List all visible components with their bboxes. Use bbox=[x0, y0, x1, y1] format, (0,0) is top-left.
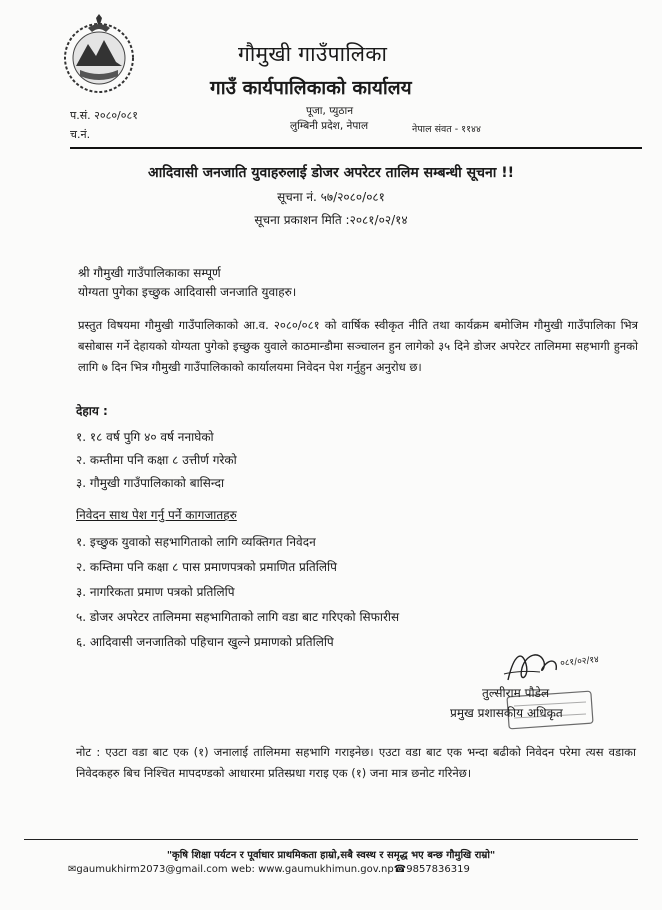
reference-number: प.सं. २०८०/०८१ bbox=[70, 109, 138, 122]
list-item: २. कम्तीमा पनि कक्षा ८ उत्तीर्ण गरेको bbox=[76, 453, 237, 467]
list-item: ३. नागरिकता प्रमाण पत्रको प्रतिलिपि bbox=[76, 585, 235, 599]
notice-number: सूचना नं. ५७/२०८०/०८१ bbox=[277, 190, 385, 204]
list-item: ६. आदिवासी जनजातिको पहिचान खुल्ने प्रमाणको प्रतिलिपि bbox=[76, 635, 334, 649]
signature-date: ०८१/०२/१४ bbox=[559, 654, 600, 669]
documents-list bbox=[76, 530, 399, 655]
office-subtitle: गाउँ कार्यपालिकाको कार्यालय bbox=[210, 77, 412, 99]
list-item: २. कम्तिमा पनि कक्षा ८ पास प्रमाणपत्रको प्रमाणित प्रतिलिपि bbox=[76, 560, 337, 574]
nepal-emblem-icon bbox=[58, 14, 140, 96]
signatory-title: प्रमुख प्रशासकीय अधिकृत bbox=[450, 706, 563, 720]
list-item: १. १८ वर्ष पुगि ४० वर्ष ननाघेको bbox=[76, 430, 214, 444]
phone-icon: ☎ bbox=[393, 864, 407, 875]
address-line-1: पूजा, प्युठान bbox=[306, 105, 354, 117]
salutation bbox=[78, 264, 296, 302]
notice-subject: आदिवासी जनजाति युवाहरुलाई डोजर अपरेटर तालिम सम्बन्धी सूचना !! bbox=[147, 165, 515, 181]
eligibility-list bbox=[76, 426, 237, 495]
list-item: १. इच्छुक युवाको सहभागिताको लागि व्यक्तिगत निवेदन bbox=[76, 535, 316, 549]
footer-divider bbox=[24, 839, 638, 840]
list-item: ५. डोजर अपरेटर तालिममा सहभागिताको लागि वडा बाट गरिएको सिफारीस bbox=[76, 610, 400, 624]
footer-web-label: web: bbox=[230, 864, 255, 875]
body-paragraph: प्रस्तुत विषयमा गौमुखी गाउँपालिकाको आ.व. २०८०/०८१ को वार्षिक स्वीकृत नीति तथा कार्यक्रम बमोजिम गौमुखी गाउँपालिका भित्र बसोबास गर्ने देहायको योग्यता पुगेको इच्छुक युवाले काठमान्डौमा सञ्चालन हुन लागेको ३५ दिने डोजर अपरेटर तालिममा सहभागी हुनको लागि ७ दिन भित्र गौमुखी गाउँपालिकाको कार्यालयमा निवेदन पेश गर्नुहुन अनुरोध छ। bbox=[78, 318, 638, 374]
eligibility-title: देहाय : bbox=[76, 404, 108, 418]
salutation-line-1: श्री गौमुखी गाउँपालिकाका सम्पूर्ण bbox=[78, 266, 221, 280]
office-name: गौमुखी गाउँपालिका bbox=[238, 42, 388, 66]
note-paragraph: नोट : एउटा वडा बाट एक (१) जनालाई तालिममा सहभागि गराइनेछ। एउटा वडा बाट एक भन्दा बढीको निवेदन परेमा त्यस वडाका निवेदकहरु बिच निश्चित मापदण्डको आधारमा प्रतिस्प्रधा गराइ एक (१) जना मात्र छनोट गरिनेछ। bbox=[76, 745, 636, 780]
list-item: ३. गौमुखी गाउँपालिकाको बासिन्दा bbox=[76, 476, 225, 490]
salutation-line-2: योग्यता पुगेका इच्छुक आदिवासी जनजाति युवाहरु। bbox=[78, 285, 297, 299]
mail-icon: ✉ bbox=[68, 864, 77, 875]
signatory-name: तुल्सीराम पौडेल bbox=[482, 686, 550, 700]
nepal-samvat: नेपाल संवत - ११४४ bbox=[412, 124, 481, 135]
address-line-2: लुम्बिनी प्रदेश, नेपाल bbox=[290, 120, 369, 132]
footer-phone[interactable]: 9857836319 bbox=[406, 864, 470, 875]
documents-title: निवेदन साथ पेश गर्नु पर्ने कागजातहरु bbox=[76, 508, 237, 522]
footer-website[interactable]: www.gaumukhimun.gov.np bbox=[258, 864, 394, 875]
footer-email[interactable]: gaumukhirm2073@gmail.com bbox=[76, 864, 228, 875]
dispatch-number: च.नं. bbox=[70, 128, 91, 141]
publish-date: सूचना प्रकाशन मिति :२०८१/०२/१४ bbox=[254, 213, 408, 227]
header-divider bbox=[70, 147, 642, 149]
footer-motto: "कृषि शिक्षा पर्यटन र पूर्वाधार प्राथमिकता हाम्रो,सबै स्वस्थ र समृद्ध भए बन्छ गौमुखि राम्रो" bbox=[166, 850, 496, 861]
footer-contact bbox=[68, 864, 470, 875]
